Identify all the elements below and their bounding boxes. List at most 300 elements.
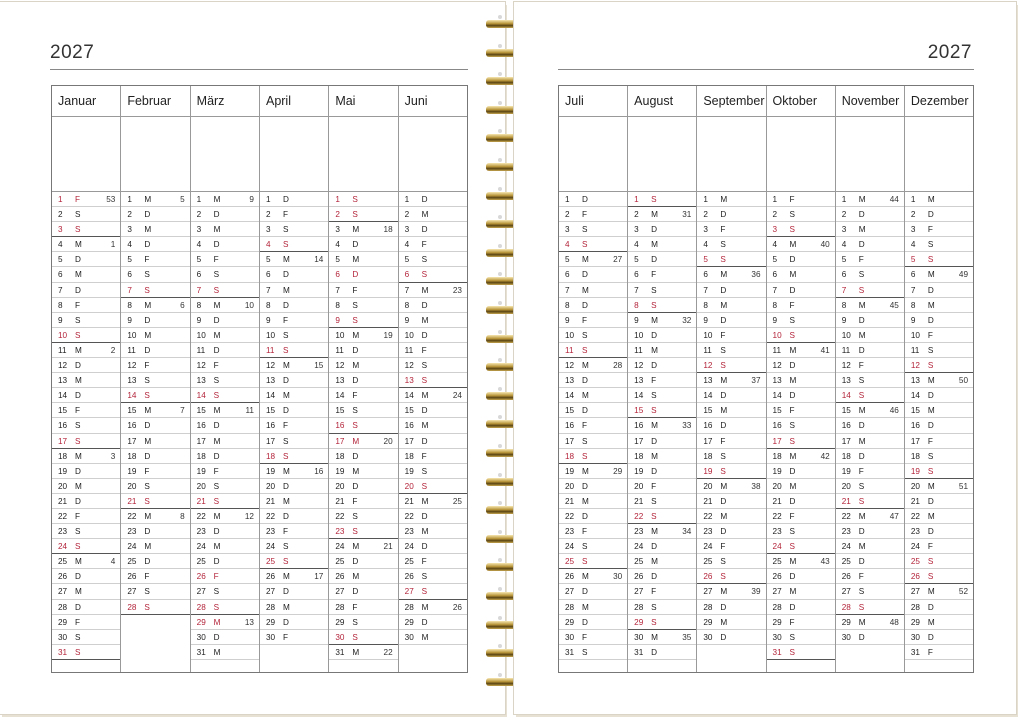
weekday-letter: D (927, 496, 934, 506)
month-notes-area[interactable] (697, 117, 765, 192)
day-row (836, 479, 904, 494)
weekday-letter: S (352, 511, 358, 521)
weekday-letter: F (421, 557, 427, 567)
day-number: 26 (841, 572, 851, 582)
month-name: Dezember (905, 86, 973, 117)
day-row (628, 313, 696, 328)
day-number: 1 (335, 195, 340, 204)
day-row (399, 313, 467, 328)
day-number: 13 (265, 376, 276, 386)
weekday-letter: S (927, 345, 934, 355)
weekday-letter: S (582, 542, 588, 552)
day-number: 7 (335, 285, 340, 295)
weekday-letter: M (75, 451, 82, 461)
day-number: 3 (265, 225, 271, 235)
day-number: 31 (196, 647, 206, 657)
month-notes-area[interactable] (260, 117, 328, 192)
day-number: 14 (196, 391, 206, 401)
day-row (697, 343, 765, 358)
weekday-letter: M (75, 240, 82, 250)
day-number: 17 (565, 436, 575, 446)
day-number: 20 (841, 481, 851, 491)
day-row (628, 539, 696, 554)
weekday-letter: D (144, 527, 151, 537)
day-row (329, 464, 397, 479)
week-number: 9 (249, 195, 254, 204)
day-number: 16 (127, 421, 137, 431)
weekday-letter: M (352, 225, 360, 235)
day-number: 13 (703, 376, 713, 386)
weekday-letter: S (789, 210, 795, 220)
day-number: 9 (265, 315, 271, 325)
day-row (399, 479, 467, 494)
week-number: 16 (314, 466, 324, 476)
weekday-letter: S (789, 436, 795, 446)
day-number: 19 (335, 466, 345, 476)
day-number: 9 (404, 315, 410, 325)
day-number: 18 (565, 451, 575, 461)
day-row (52, 343, 120, 358)
month-notes-area[interactable] (399, 117, 467, 192)
day-number: 30 (196, 632, 206, 642)
weekday-letter: D (858, 557, 865, 567)
day-number: 11 (703, 345, 712, 355)
day-row (628, 479, 696, 494)
weekday-letter: S (720, 240, 726, 250)
day-row (905, 207, 973, 222)
day-number: 24 (910, 542, 920, 552)
day-number: 25 (565, 557, 575, 567)
weekday-letter: M (144, 436, 152, 446)
week-number: 5 (180, 195, 185, 204)
weekday-letter: D (582, 617, 588, 627)
month-notes-area[interactable] (905, 117, 973, 192)
day-number: 6 (841, 270, 847, 280)
weekday-letter: M (720, 300, 728, 310)
weekday-letter: S (421, 466, 428, 476)
day-row (697, 222, 765, 237)
day-number: 5 (58, 255, 63, 265)
day-row (559, 237, 627, 252)
weekday-letter: S (651, 195, 657, 204)
day-number: 15 (634, 406, 644, 416)
day-number: 5 (404, 255, 410, 265)
weekday-letter: M (421, 602, 429, 612)
day-number: 19 (196, 466, 206, 476)
day-number: 23 (772, 527, 782, 537)
day-number: 7 (910, 285, 916, 295)
weekday-letter: D (144, 315, 151, 325)
day-number: 4 (634, 240, 639, 250)
day-number: 9 (910, 315, 916, 325)
week-number: 33 (682, 421, 692, 431)
day-number: 8 (772, 300, 778, 310)
day-row (191, 418, 259, 433)
weekday-letter: S (927, 361, 934, 371)
week-number: 38 (751, 481, 761, 491)
day-number: 29 (772, 617, 782, 627)
day-number: 26 (196, 572, 206, 582)
day-number: 3 (910, 225, 916, 235)
day-number: 6 (703, 270, 708, 280)
day-row (628, 252, 696, 267)
day-number: 19 (772, 466, 782, 476)
day-row (52, 328, 120, 343)
weekday-letter: F (582, 421, 588, 431)
month-notes-area[interactable] (628, 117, 696, 192)
day-row (399, 418, 467, 433)
weekday-letter: S (858, 602, 865, 612)
day-number: 16 (404, 421, 414, 431)
day-number: 11 (58, 345, 67, 355)
day-number: 17 (772, 436, 782, 446)
month-notes-area[interactable] (121, 117, 189, 192)
weekday-letter: S (582, 225, 588, 235)
day-number: 28 (265, 602, 276, 612)
weekday-letter: F (213, 466, 219, 476)
weekday-letter: D (352, 451, 359, 461)
day-number: 17 (841, 436, 851, 446)
day-row (559, 373, 627, 388)
day-row (121, 524, 189, 539)
weekday-letter: M (720, 617, 728, 627)
day-row (260, 509, 328, 524)
weekday-letter: F (144, 572, 150, 582)
day-number: 17 (58, 436, 68, 446)
weekday-letter: D (789, 361, 796, 371)
weekday-letter: M (213, 195, 221, 204)
day-row (836, 358, 904, 373)
weekday-letter: S (75, 436, 81, 446)
day-row (121, 494, 189, 509)
day-number: 3 (703, 225, 708, 235)
day-number: 22 (196, 511, 206, 521)
day-number: 7 (703, 285, 708, 295)
day-number: 18 (58, 451, 68, 461)
weekday-letter: M (651, 315, 658, 325)
weekday-letter: M (858, 406, 866, 416)
weekday-letter: S (720, 572, 726, 582)
day-row (329, 373, 397, 388)
month-notes-area[interactable] (329, 117, 397, 192)
weekday-letter: D (582, 481, 588, 491)
day-number: 25 (772, 557, 782, 567)
day-row (836, 418, 904, 433)
day-number: 1 (634, 195, 639, 204)
day-row (767, 418, 835, 433)
weekday-letter: F (352, 391, 358, 401)
weekday-letter: F (144, 466, 150, 476)
day-row (329, 569, 397, 584)
week-number: 1 (110, 240, 116, 250)
day-row (905, 509, 973, 524)
day-number: 28 (196, 602, 206, 612)
weekday-letter: S (282, 542, 289, 552)
weekday-letter: M (282, 466, 290, 476)
day-number: 28 (841, 602, 851, 612)
day-row (836, 237, 904, 252)
day-row (121, 237, 189, 252)
day-row (905, 358, 973, 373)
weekday-letter: M (789, 557, 797, 567)
day-row (767, 615, 835, 630)
day-number: 10 (404, 330, 414, 340)
day-row (767, 600, 835, 615)
weekday-letter: D (75, 255, 81, 265)
weekday-letter: M (213, 511, 221, 521)
weekday-letter: S (582, 330, 588, 340)
week-number: 20 (383, 436, 393, 446)
day-number: 5 (841, 255, 847, 265)
weekday-letter: D (352, 270, 359, 280)
day-number: 9 (58, 315, 63, 325)
day-number: 10 (265, 330, 276, 340)
day-row (52, 388, 120, 403)
day-number: 25 (841, 557, 851, 567)
day-number: 21 (58, 496, 68, 506)
day-number: 25 (335, 557, 345, 567)
day-row (260, 267, 328, 282)
day-row (191, 434, 259, 449)
weekday-letter: F (75, 406, 81, 416)
day-row (628, 645, 696, 660)
day-row (329, 418, 397, 433)
weekday-letter: F (421, 240, 427, 250)
week-number: 23 (452, 285, 462, 295)
day-number: 20 (127, 481, 137, 491)
weekday-letter: S (582, 451, 588, 461)
week-number: 12 (244, 511, 254, 521)
month-notes-area[interactable] (191, 117, 259, 192)
day-number: 14 (335, 391, 345, 401)
weekday-letter: F (651, 376, 657, 386)
day-row (399, 343, 467, 358)
weekday-letter: D (144, 345, 151, 355)
day-number: 28 (772, 602, 782, 612)
day-number: 24 (703, 542, 713, 552)
day-row (697, 192, 765, 207)
week-number: 8 (180, 511, 185, 521)
day-row (329, 554, 397, 569)
day-number: 3 (565, 225, 570, 235)
weekday-letter: D (75, 361, 81, 371)
day-row (697, 464, 765, 479)
week-number: 32 (682, 315, 692, 325)
weekday-letter: D (927, 285, 934, 295)
weekday-letter: M (858, 542, 866, 552)
day-number: 24 (772, 542, 782, 552)
weekday-letter: S (144, 376, 150, 386)
weekday-letter: M (282, 361, 290, 371)
weekday-letter: M (213, 617, 221, 627)
month-notes-area[interactable] (767, 117, 835, 192)
month-name: August (628, 86, 696, 117)
day-row (697, 449, 765, 464)
weekday-letter: M (789, 451, 797, 461)
weekday-letter: S (927, 557, 934, 567)
day-row (52, 554, 120, 569)
month-notes-area[interactable] (559, 117, 627, 192)
day-number: 30 (265, 632, 276, 642)
weekday-letter: M (582, 496, 589, 506)
day-row (329, 207, 397, 222)
day-row (836, 449, 904, 464)
day-row (905, 418, 973, 433)
day-number: 25 (404, 557, 414, 567)
day-number: 2 (703, 210, 708, 220)
day-row (52, 207, 120, 222)
day-number: 4 (703, 240, 708, 250)
day-row (260, 524, 328, 539)
weekday-letter: D (720, 527, 727, 537)
weekday-letter: S (213, 376, 220, 386)
weekday-letter: S (421, 587, 428, 597)
left-page (0, 2, 505, 714)
day-row (191, 449, 259, 464)
day-row (191, 313, 259, 328)
day-number: 20 (196, 481, 206, 491)
day-row (628, 267, 696, 282)
week-number: 15 (314, 361, 324, 371)
weekday-letter: S (927, 240, 934, 250)
day-number: 15 (565, 406, 575, 416)
day-row (121, 298, 189, 313)
day-number: 26 (772, 572, 782, 582)
weekday-letter: F (927, 436, 933, 446)
weekday-letter: S (927, 466, 934, 476)
weekday-letter: S (858, 391, 865, 401)
month-name: Februar (121, 86, 189, 117)
weekday-letter: S (75, 225, 81, 235)
weekday-letter: M (720, 406, 728, 416)
month-column (559, 86, 627, 672)
day-number: 12 (196, 361, 206, 371)
day-row (260, 313, 328, 328)
day-row (836, 494, 904, 509)
day-row (767, 449, 835, 464)
weekday-letter: S (352, 527, 358, 537)
day-number: 1 (841, 195, 847, 204)
day-row (399, 388, 467, 403)
day-row (52, 569, 120, 584)
week-number: 22 (383, 647, 393, 657)
day-row (905, 343, 973, 358)
weekday-letter: S (282, 240, 289, 250)
weekday-letter: D (789, 602, 796, 612)
day-number: 19 (265, 466, 276, 476)
weekday-letter: F (858, 255, 864, 265)
day-number: 16 (703, 421, 713, 431)
day-row (559, 222, 627, 237)
day-number: 15 (196, 406, 206, 416)
day-row (399, 464, 467, 479)
day-row (628, 494, 696, 509)
day-row (836, 539, 904, 554)
day-row (559, 298, 627, 313)
day-row (559, 192, 627, 207)
day-row (559, 328, 627, 343)
day-row (399, 328, 467, 343)
weekday-letter: S (582, 647, 588, 657)
right-page (514, 2, 1016, 714)
day-row (191, 630, 259, 645)
day-row (52, 313, 120, 328)
day-row (52, 615, 120, 630)
weekday-letter: D (720, 315, 727, 325)
day-number: 22 (335, 511, 345, 521)
day-row (628, 615, 696, 630)
day-row (767, 539, 835, 554)
day-row (767, 373, 835, 388)
weekday-letter: M (858, 195, 866, 204)
day-row (905, 524, 973, 539)
day-row (905, 403, 973, 418)
weekday-letter: S (858, 481, 865, 491)
day-number: 17 (265, 436, 276, 446)
day-row (697, 207, 765, 222)
day-number: 2 (335, 210, 340, 220)
day-row (628, 343, 696, 358)
day-row (399, 584, 467, 599)
week-number: 4 (110, 557, 116, 567)
day-row (191, 509, 259, 524)
day-row (559, 554, 627, 569)
day-number: 18 (703, 451, 713, 461)
weekday-letter: M (421, 632, 429, 642)
weekday-letter: M (352, 572, 360, 582)
month-name: Mai (329, 86, 397, 117)
weekday-letter: S (352, 210, 358, 220)
day-row (836, 403, 904, 418)
weekday-letter: F (213, 255, 219, 265)
weekday-letter: F (582, 315, 588, 325)
weekday-letter: F (144, 361, 150, 371)
day-number: 10 (910, 330, 920, 340)
day-row (697, 252, 765, 267)
day-number: 21 (127, 496, 137, 506)
day-row (121, 479, 189, 494)
week-number: 29 (613, 466, 623, 476)
weekday-letter: D (858, 315, 865, 325)
day-row (52, 494, 120, 509)
months-grid-right (558, 85, 974, 673)
day-row (121, 449, 189, 464)
month-notes-area[interactable] (836, 117, 904, 192)
weekday-letter: D (651, 436, 658, 446)
day-number: 14 (565, 391, 575, 401)
day-row (191, 569, 259, 584)
day-number: 1 (404, 195, 410, 204)
day-row (697, 403, 765, 418)
day-number: 20 (772, 481, 782, 491)
day-row (329, 600, 397, 615)
day-number: 25 (127, 557, 137, 567)
weekday-letter: D (421, 195, 428, 204)
day-number: 23 (841, 527, 851, 537)
month-notes-area[interactable] (52, 117, 120, 192)
day-number: 5 (772, 255, 778, 265)
weekday-letter: S (213, 270, 220, 280)
weekday-letter: F (720, 436, 726, 446)
day-number: 8 (841, 300, 847, 310)
day-row (559, 539, 627, 554)
day-row (905, 252, 973, 267)
day-row (559, 343, 627, 358)
day-row (559, 418, 627, 433)
day-row (697, 630, 765, 645)
day-row (905, 313, 973, 328)
day-number: 18 (841, 451, 851, 461)
